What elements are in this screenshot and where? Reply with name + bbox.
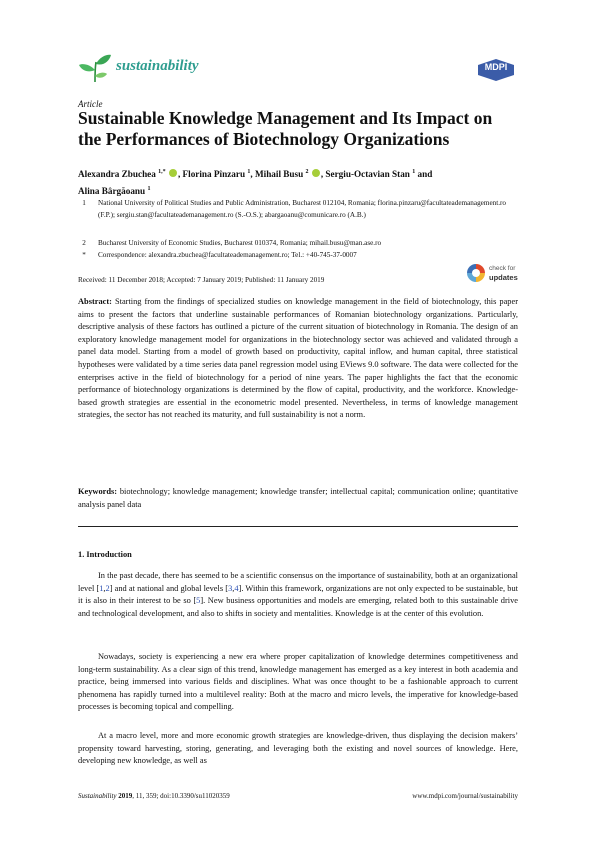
publication-dates: Received: 11 December 2018; Accepted: 7 January 2019; Published: 11 January 2019 bbox=[78, 276, 325, 284]
author-sup: 1 bbox=[412, 169, 416, 175]
check-updates-icon bbox=[467, 264, 485, 282]
body-text: Nowadays, society is experiencing a new era where proper capitalization of knowledge determines competitiveness and long-term sustainability. As a clear sign of this trend, knowledge management has emerged as a key interest in both academia and practice, being immersed into various fields and disciplines. What was once thought to be a fashionable approach to current phenomena has rapidly turned into a multilevel reality: Both at the macro and micro levels, the imperative for knowledge-based processes is becoming topical and compelling. bbox=[78, 652, 518, 712]
affiliation-1 bbox=[78, 198, 518, 234]
author-name[interactable]: Alina Bârgăoanu bbox=[78, 186, 146, 197]
citation-link[interactable]: 3 bbox=[228, 583, 233, 593]
citation-link[interactable]: 5 bbox=[196, 596, 201, 606]
abstract bbox=[78, 296, 518, 422]
abstract-label: Abstract: bbox=[78, 297, 112, 306]
body-paragraph bbox=[78, 651, 518, 714]
author-name[interactable]: Mihail Busu bbox=[254, 169, 304, 180]
keywords-text: biotechnology; knowledge management; knowledge transfer; intellectual capital; communication online; quantitative analysis panel data bbox=[78, 487, 519, 509]
citation-link[interactable]: 4 bbox=[234, 583, 239, 593]
correspondence bbox=[78, 250, 518, 262]
keywords-label: Keywords: bbox=[78, 487, 118, 496]
citation-link[interactable]: 2 bbox=[105, 583, 110, 593]
body-paragraph bbox=[78, 570, 518, 620]
body-text: ] and at national and global levels [ bbox=[109, 583, 229, 593]
footer-year: 2019 bbox=[118, 792, 133, 800]
author-sup: 2 bbox=[305, 169, 309, 175]
author-name[interactable]: Alexandra Zbuchea bbox=[78, 169, 156, 180]
article-type: Article bbox=[78, 99, 103, 109]
check-updates-line1: check for bbox=[489, 265, 516, 272]
author-list: Alexandra Zbuchea $^{1,*}$ , Florina Pînzaru $^1$, Mihail Busu $^2$ , Sergiu-Octavian Stan $^1$ and Alina Bârgăoanu $^1$ bbox=[78, 169, 433, 197]
orcid-icon[interactable] bbox=[312, 169, 320, 177]
affiliation-2 bbox=[78, 238, 518, 250]
publisher-logo-text: MDPI bbox=[484, 62, 508, 72]
body-text: , bbox=[103, 583, 106, 593]
footer-doi: , 11, 359; doi:10.3390/su11020359 bbox=[132, 792, 230, 800]
body-text: In the past decade, there has seemed to be a scientific consensus on the importance of sustainability, both at an organizational level [ bbox=[78, 571, 518, 593]
footer-journal: Sustainability bbox=[78, 792, 117, 800]
affiliation-marker: 1 bbox=[82, 199, 86, 207]
affiliation-text: Bucharest University of Economic Studies, Bucharest 010374, Romania; mihail.busu@man.ase.ro bbox=[98, 239, 382, 247]
footer-citation bbox=[78, 792, 230, 800]
footer-url[interactable]: www.mdpi.com/journal/sustainability bbox=[412, 792, 518, 800]
keywords bbox=[78, 486, 518, 511]
author-name[interactable]: Florina Pînzaru bbox=[182, 169, 246, 180]
author-conjunction: and bbox=[417, 169, 433, 180]
check-for-updates-button[interactable] bbox=[467, 262, 523, 288]
divider bbox=[78, 526, 518, 527]
check-updates-line2: updates bbox=[489, 273, 518, 282]
body-text: ]. Within this framework, organizations are not only expected to be sustainable, but it is also in their interest to be so [ bbox=[78, 583, 518, 606]
author-sup: 1 bbox=[147, 186, 151, 193]
author-sup: 1 bbox=[247, 169, 251, 175]
paper-title: Sustainable Knowledge Management and Its Impact on the Performances of Biotechnology Organizations bbox=[78, 108, 493, 149]
affiliation-text: National University of Political Studies and Public Administration, Bucharest 012104, Romania; florina.pinzaru@facultateademanagement.ro (F.P.); sergiu.stan@facultateademanagement.ro (S.-O.S.); abargaoanu@comunicare.ro (A.B.) bbox=[98, 199, 507, 219]
affiliation-marker: 2 bbox=[82, 239, 86, 247]
section-heading: 1. Introduction bbox=[78, 550, 132, 559]
body-text: , bbox=[232, 583, 235, 593]
author-name[interactable]: Sergiu-Octavian Stan bbox=[325, 169, 410, 180]
journal-leaf-logo bbox=[78, 50, 112, 84]
journal-name[interactable]: sustainability bbox=[116, 58, 199, 74]
orcid-icon[interactable] bbox=[169, 169, 177, 177]
correspondence-text: Correspondence: alexandra.zbuchea@facultateademanagement.ro; Tel.: +40-745-37-0007 bbox=[98, 251, 357, 259]
body-paragraph bbox=[78, 730, 518, 768]
abstract-text: Starting from the findings of specialized studies on knowledge management in the field of biotechnology, this paper aims to present the factors that underline sustainable performances of Romanian biotechnology organizations. Particularly, descriptive analysis of these factors has outlined a picture of the current situation of biotechnology in Romania. The design of an exploratory knowledge management model for organizations in the biotechnology sector was achieved and validated through a panel data model. Starting from a model of growth based on productivity, capital inflow, and human capital, three statistical hypotheses were validated by a time series data panel regression model using EViews 9.0 software. The data were collected for the enterprises active in the field of biotechnology for a period of nine years. The paper highlights the fact that the economic performance of biotechnology organizations is determined by the flow of capital, productivity, and the workforce. Knowledge-based growth strategies are essential in the econometric model presented. Nevertheless, in terms of knowledge management strategies, the sector has not reached its maturity, and full sustainability is not a norm. bbox=[78, 297, 518, 420]
citation-link[interactable]: 1 bbox=[99, 583, 104, 593]
affiliation-marker: * bbox=[82, 251, 86, 259]
body-text: ]. New business opportunities and models are emerging, related both to this sustainable drive and technological development, and also to shifts in society and mentalities. Knowledge is at the center of this evolution. bbox=[78, 596, 518, 618]
body-text: At a macro level, more and more economic growth strategies are knowledge-driven, thus displaying the decision makers’ propensity toward harvesting, storing, generating, and leveraging both the existing and novel sources of knowledge. Here, developing new knowledge, as well as bbox=[78, 731, 518, 766]
author-sup: 1,* bbox=[158, 169, 166, 175]
